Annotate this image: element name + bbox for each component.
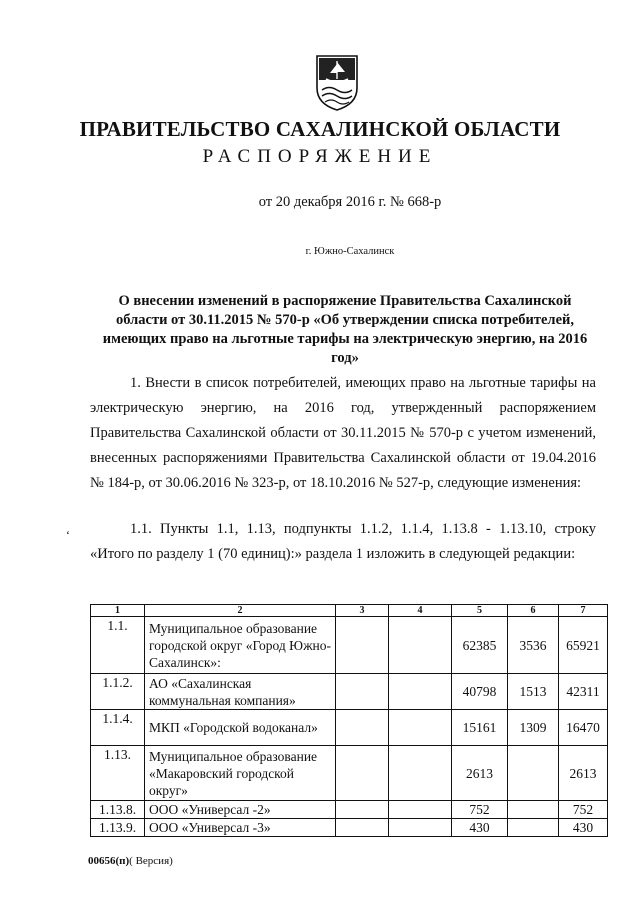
government-title: ПРАВИТЕЛЬСТВО САХАЛИНСКОЙ ОБЛАСТИ bbox=[79, 117, 561, 141]
row-c6 bbox=[508, 819, 559, 837]
table-row bbox=[91, 710, 608, 746]
row-number: 1.13. bbox=[91, 746, 145, 801]
header-cell: 3 bbox=[336, 605, 389, 617]
document-type: РАСПОРЯЖЕНИЕ bbox=[202, 146, 438, 167]
row-c4 bbox=[389, 617, 452, 674]
row-number: 1.1.2. bbox=[91, 674, 145, 710]
row-c4 bbox=[389, 710, 452, 746]
row-c7: 430 bbox=[559, 819, 608, 837]
row-c7: 752 bbox=[559, 801, 608, 819]
header-cell: 5 bbox=[452, 605, 508, 617]
row-c6: 1513 bbox=[508, 674, 559, 710]
table-row bbox=[91, 801, 608, 819]
table-row bbox=[91, 674, 608, 710]
row-number: 1.13.8. bbox=[91, 801, 145, 819]
row-c5: 40798 bbox=[452, 674, 508, 710]
paragraph-1-1: 1.1. Пункты 1.1, 1.13, подпункты 1.1.2, 1.1.4, 1.13.8 - 1.13.10, строку «Итого по разделу 1 (70 единиц):» раздела 1 изложить в следующей редакции: bbox=[90, 521, 596, 562]
header-cell: 1 bbox=[91, 605, 145, 617]
row-c7: 65921 bbox=[559, 617, 608, 674]
row-c6: 1309 bbox=[508, 710, 559, 746]
footer-code-number: 00656(п) bbox=[88, 855, 130, 867]
table-row bbox=[91, 819, 608, 837]
row-number: 1.13.9. bbox=[91, 819, 145, 837]
document-date: от 20 декабря 2016 г. № 668-р bbox=[258, 194, 442, 210]
row-c7: 2613 bbox=[559, 746, 608, 801]
row-c3 bbox=[336, 710, 389, 746]
paragraph-1: 1. Внести в список потребителей, имеющих право на льготные тарифы на электрическую энергию, на 2016 год, утвержденный распоряжением Правительства Сахалинской области от 30.11.2015 № 570-р с учетом изменений, внесенных распоряжениями Правительства Сахалинской области от 19.04.2016 № 184-р, от 30.06.2016 № 323-р, от 18.10.2016 № 527-р, следующие изменения: bbox=[90, 375, 596, 491]
table-row bbox=[91, 746, 608, 801]
row-c6: 3536 bbox=[508, 617, 559, 674]
row-c3 bbox=[336, 617, 389, 674]
row-c3 bbox=[336, 746, 389, 801]
row-c4 bbox=[389, 746, 452, 801]
row-c5: 752 bbox=[452, 801, 508, 819]
row-name: Муниципальное образование «Макаровский городской округ» bbox=[145, 746, 336, 801]
row-c3 bbox=[336, 674, 389, 710]
row-c5: 15161 bbox=[452, 710, 508, 746]
row-c4 bbox=[389, 801, 452, 819]
row-number: 1.1.4. bbox=[91, 710, 145, 746]
row-c3 bbox=[336, 819, 389, 837]
row-c5: 62385 bbox=[452, 617, 508, 674]
row-number: 1.1. bbox=[91, 617, 145, 674]
header-cell: 7 bbox=[559, 605, 608, 617]
city-name: г. Южно-Сахалинск bbox=[305, 246, 395, 257]
row-c7: 16470 bbox=[559, 710, 608, 746]
row-name: АО «Сахалинская коммунальная компания» bbox=[145, 674, 336, 710]
row-name: ООО «Универсал -2» bbox=[145, 801, 336, 819]
row-c3 bbox=[336, 801, 389, 819]
table-row bbox=[91, 617, 608, 674]
footer-version: ( Версия) bbox=[129, 855, 173, 867]
row-name: ООО «Универсал -3» bbox=[145, 819, 336, 837]
row-c4 bbox=[389, 674, 452, 710]
header-cell: 2 bbox=[145, 605, 336, 617]
row-name: МКП «Городской водоканал» bbox=[145, 710, 336, 746]
row-c6 bbox=[508, 801, 559, 819]
footer-code bbox=[88, 855, 173, 867]
row-c5: 2613 bbox=[452, 746, 508, 801]
coat-of-arms-emblem bbox=[314, 52, 360, 112]
header-cell: 6 bbox=[508, 605, 559, 617]
row-name: Муниципальное образование городской округ «Город Южно-Сахалинск»: bbox=[145, 617, 336, 674]
row-c6 bbox=[508, 746, 559, 801]
document-subject: О внесении изменений в распоряжение Правительства Сахалинской области от 30.11.2015 № 570-р «Об утверждении списка потребителей, имеющих право на льготные тарифы на электрическую энергию, на 2016 год» bbox=[102, 293, 588, 366]
header-cell: 4 bbox=[389, 605, 452, 617]
tariff-table bbox=[90, 604, 608, 837]
row-c4 bbox=[389, 819, 452, 837]
margin-mark: ‘ bbox=[66, 528, 70, 542]
row-c7: 42311 bbox=[559, 674, 608, 710]
row-c5: 430 bbox=[452, 819, 508, 837]
table-header-row bbox=[91, 605, 608, 617]
